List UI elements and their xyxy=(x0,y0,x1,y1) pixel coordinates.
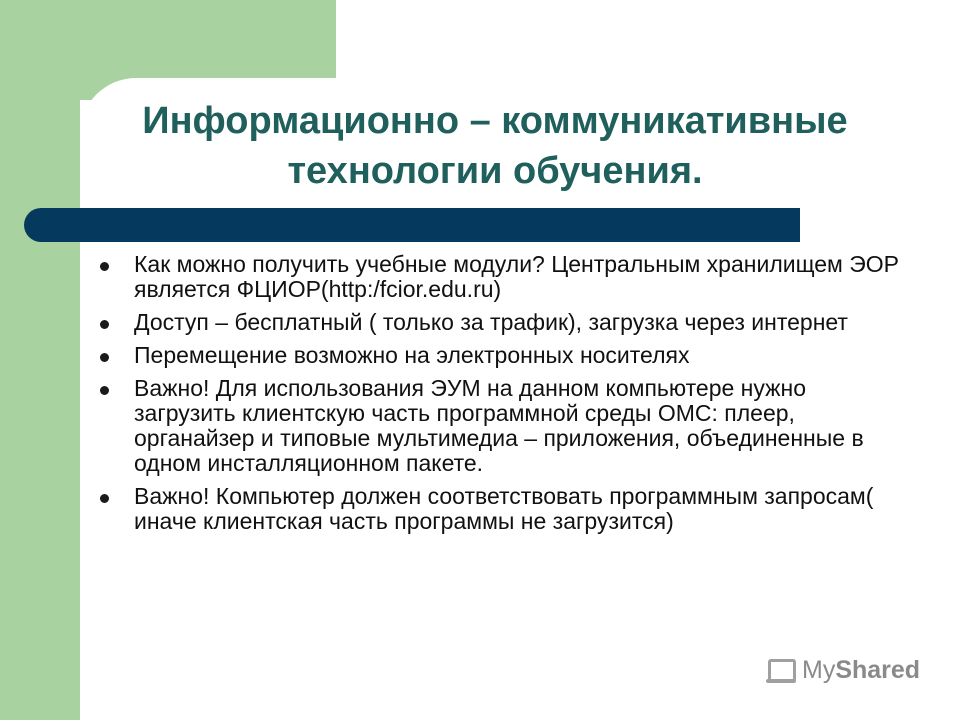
myshared-watermark xyxy=(766,656,920,685)
bullet-item xyxy=(100,252,900,302)
bullet-item xyxy=(100,376,900,476)
left-green-band xyxy=(0,0,80,720)
bullet-text: Как можно получить учебные модули? Центральным хранилищем ЭОР является ФЦИОР(http:/fcior.edu.ru) xyxy=(134,251,900,302)
bullet-text: Важно! Для использования ЭУМ на данном компьютере нужно загрузить клиентскую часть программной среды ОМС: плеер, органайзер и типовые мультимедиа – приложения, объединенные в одном инсталляционном пакете. xyxy=(134,375,864,476)
slide-title xyxy=(90,96,900,196)
bullet-dot-icon xyxy=(100,320,109,329)
bullet-text: Перемещение возможно на электронных носителях xyxy=(134,342,690,368)
slide-title-line-2: технологии обучения. xyxy=(287,150,703,192)
bullet-item xyxy=(100,343,900,368)
monitor-icon xyxy=(766,658,796,684)
bullet-text: Важно! Компьютер должен соответствовать программным запросам( иначе клиентская часть программы не загрузится) xyxy=(134,483,874,534)
watermark-text-suffix: Shared xyxy=(835,656,921,684)
slide-title-line-1: Информационно – коммуникативные xyxy=(142,100,848,142)
bullet-list xyxy=(100,252,900,542)
bullet-item xyxy=(100,484,900,534)
watermark-text-prefix: My xyxy=(802,656,836,684)
bullet-dot-icon xyxy=(100,262,109,271)
bullet-item xyxy=(100,310,900,335)
bullet-dot-icon xyxy=(100,494,109,503)
watermark-text xyxy=(802,656,920,685)
bullet-dot-icon xyxy=(100,353,109,362)
bullet-text: Доступ – бесплатный ( только за трафик), загрузка через интернет xyxy=(134,309,848,335)
title-divider-bar xyxy=(24,208,800,242)
bullet-dot-icon xyxy=(100,386,109,395)
